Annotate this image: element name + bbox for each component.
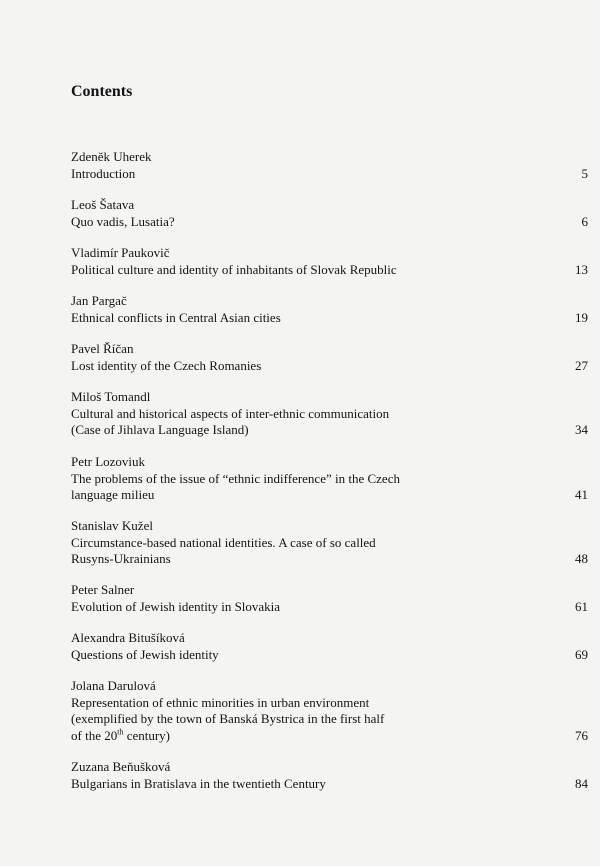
entry-page-number: 27 bbox=[575, 357, 588, 373]
entry-page-number: 84 bbox=[575, 775, 588, 791]
entry-author: Vladimír Paukovič bbox=[71, 245, 170, 260]
entry-title: Political culture and identity of inhabitants of Slovak Republic bbox=[71, 261, 397, 277]
entry-page-number: 34 bbox=[575, 422, 588, 437]
entry-page-number: 6 bbox=[581, 213, 588, 229]
toc-entry-kuzel bbox=[71, 518, 588, 568]
entry-title: Questions of Jewish identity bbox=[71, 646, 219, 662]
entry-author: Zuzana Beňušková bbox=[71, 759, 171, 774]
entry-page-number: 41 bbox=[575, 487, 588, 502]
entry-author: Jan Pargač bbox=[71, 293, 127, 308]
toc-entry-paukovic bbox=[71, 245, 588, 278]
toc-entry-satava bbox=[71, 197, 588, 230]
toc-entry-tomandl bbox=[71, 389, 588, 439]
entry-author: Pavel Říčan bbox=[71, 341, 134, 356]
toc-entry-pargac bbox=[71, 293, 588, 326]
entry-title: Representation of ethnic minorities in urban environment bbox=[71, 694, 370, 710]
entry-title: (Case of Jihlava Language Island) bbox=[71, 422, 249, 437]
entry-title: The problems of the issue of “ethnic indifference” in the Czech bbox=[71, 470, 400, 486]
entry-title-text: century) bbox=[123, 727, 171, 743]
entry-author: Stanislav Kužel bbox=[71, 518, 153, 533]
entry-title: Bulgarians in Bratislava in the twentieth Century bbox=[71, 775, 326, 791]
entry-author: Peter Salner bbox=[71, 582, 135, 597]
entry-author: Jolana Darulová bbox=[71, 678, 156, 693]
entry-page-number: 19 bbox=[575, 309, 588, 325]
toc-entry-darulova bbox=[71, 678, 588, 744]
entry-author: Leoš Šatava bbox=[71, 197, 135, 212]
entry-title: Rusyns-Ukrainians bbox=[71, 551, 171, 566]
entry-title: Ethnical conflicts in Central Asian cities bbox=[71, 309, 281, 325]
entry-title-last-line bbox=[71, 728, 588, 745]
toc-entry-benuskova bbox=[71, 759, 588, 792]
entry-title: Lost identity of the Czech Romanies bbox=[71, 357, 262, 373]
entry-page-number: 61 bbox=[575, 598, 588, 614]
toc-entry-salner bbox=[71, 582, 588, 615]
entry-title: Evolution of Jewish identity in Slovakia bbox=[71, 598, 281, 614]
toc-entry-bitusikova bbox=[71, 630, 588, 663]
entry-author: Petr Lozoviuk bbox=[71, 454, 146, 469]
toc-entry-uherek bbox=[71, 149, 588, 182]
entry-title: Quo vadis, Lusatia? bbox=[71, 213, 175, 229]
entry-page-number: 69 bbox=[575, 646, 588, 662]
entry-author: Zdeněk Uherek bbox=[71, 149, 152, 164]
ordinal-superscript: th bbox=[117, 727, 124, 737]
entry-title: Circumstance-based national identities. A case of so called bbox=[71, 534, 376, 550]
entry-title-text: of the 20 bbox=[71, 727, 118, 743]
entry-page-number: 48 bbox=[575, 551, 588, 566]
entry-author: Miloš Tomandl bbox=[71, 389, 151, 404]
toc-entry-rican bbox=[71, 341, 588, 374]
entry-title: language milieu bbox=[71, 487, 155, 502]
entry-title: (exemplified by the town of Banská Bystrica in the first half bbox=[71, 711, 385, 726]
entry-title: Introduction bbox=[71, 165, 136, 181]
entry-author: Alexandra Bitušíková bbox=[71, 630, 185, 645]
entry-page-number: 13 bbox=[575, 261, 588, 277]
page-title: Contents bbox=[71, 83, 133, 100]
entry-page-number: 76 bbox=[575, 727, 588, 743]
entry-page-number: 5 bbox=[581, 165, 588, 181]
toc-entry-lozoviuk bbox=[71, 454, 588, 504]
entry-title: Cultural and historical aspects of inter-ethnic communication bbox=[71, 405, 390, 421]
